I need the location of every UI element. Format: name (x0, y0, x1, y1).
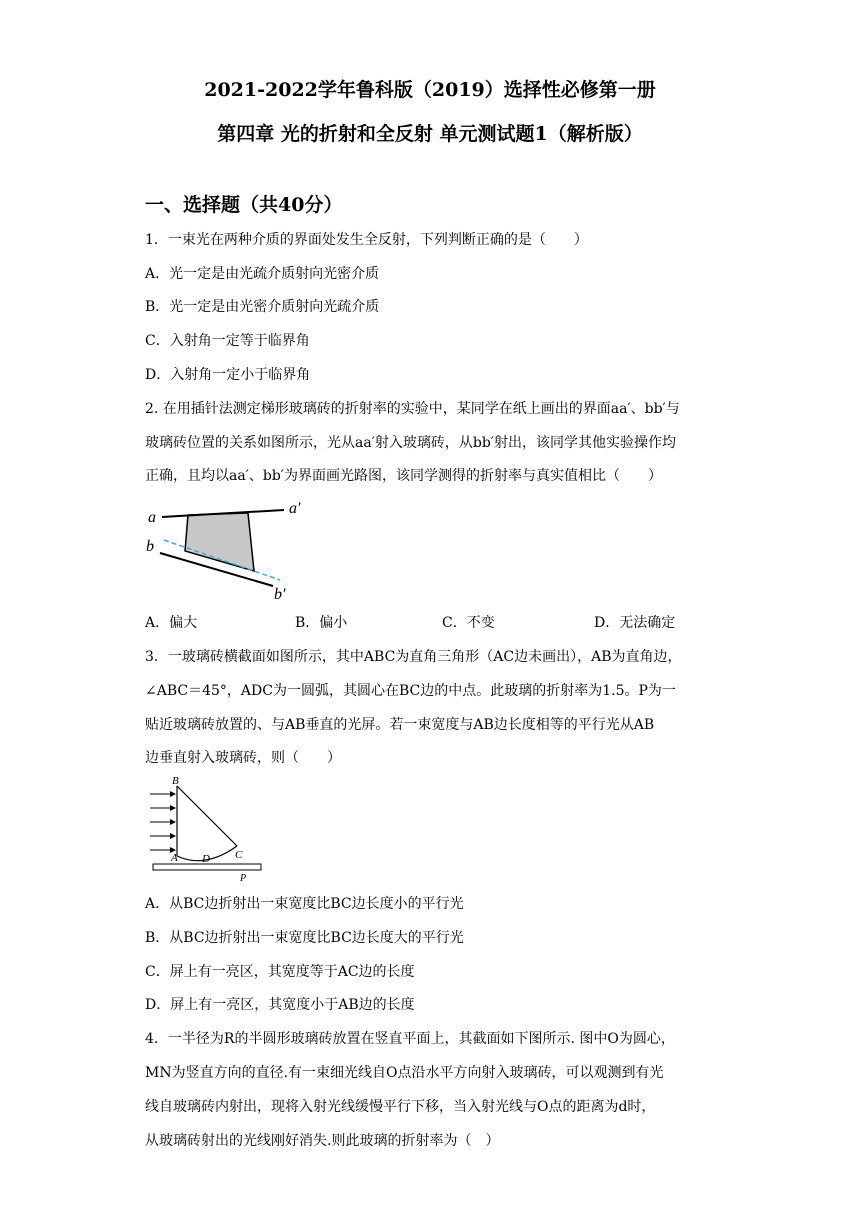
q4-stem-line4: 从玻璃砖射出的光线刚好消失.则此玻璃的折射率为（ ） (145, 1133, 500, 1149)
q2-label-b: b (146, 538, 154, 555)
q4-stem-line3: 线自玻璃砖内射出，现将入射光线缓慢平行下移，当入射光线与O点的距离为d时， (145, 1099, 656, 1115)
q1-option-a: A．光一定是由光疏介质射向光密介质 (145, 266, 380, 282)
q3-option-c: C．屏上有一亮区，其宽度等于AC边的长度 (145, 964, 415, 980)
q3-label-c: C (235, 849, 243, 861)
q2-figure (140, 495, 315, 605)
q3-label-b: B (172, 775, 179, 787)
q1-option-b: B．光一定是由光密介质射向光疏介质 (145, 299, 380, 315)
q2-option-a: A．偏大 (145, 615, 198, 631)
q3-stem-line1: 3．一玻璃砖横截面如图所示，其中ABC为直角三角形（AC边未画出），AB为直角边， (145, 649, 682, 665)
q3-stem-line2: ∠ABC＝45°，ADC为一圆弧，其圆心在BC边的中点。此玻璃的折射率为1.5。P为一 (145, 683, 676, 699)
q2-stem-line1: 2. 在用插针法测定梯形玻璃砖的折射率的实验中，某同学在纸上画出的界面aa′、bb′与 (145, 401, 680, 417)
q1-option-c: C．入射角一定等于临界角 (145, 333, 310, 349)
q2-option-c: C．不变 (442, 615, 495, 631)
q3-stem-line3: 贴近玻璃砖放置的、与AB垂直的光屏。若一束宽度与AB边长度相等的平行光从AB (145, 717, 655, 733)
document-title-line2: 第四章 光的折射和全反射 单元测试题1（解析版） (217, 123, 643, 145)
q3-edge-bc (177, 786, 237, 846)
q3-label-a: A (171, 852, 178, 864)
q3-label-d: D (202, 853, 210, 865)
q2-label-b-prime: b′ (274, 586, 286, 603)
q2-label-a-prime: a′ (289, 500, 301, 517)
q2-stem-line3: 正确，且均以aa′、bb′为界面画光路图，该同学测得的折射率与真实值相比（ ） (145, 468, 662, 484)
q3-label-p: P (240, 873, 247, 883)
document-title-line1: 2021-2022学年鲁科版（2019）选择性必修第一册 (204, 79, 656, 101)
q2-option-d: D．无法确定 (594, 615, 676, 631)
q2-option-b: B．偏小 (295, 615, 348, 631)
q3-option-b: B．从BC边折射出一束宽度比BC边长度大的平行光 (145, 930, 464, 946)
q2-label-a: a (148, 509, 156, 526)
q3-option-a: A．从BC边折射出一束宽度比BC边长度小的平行光 (145, 896, 464, 912)
q4-stem-line1: 4．一半径为R的半圆形玻璃砖放置在竖直平面上，其截面如下图所示. 图中O为圆心， (145, 1031, 675, 1047)
q3-stem-line4: 边垂直射入玻璃砖，则（ ） (145, 750, 341, 766)
section-heading: 一、选择题（共40分） (145, 194, 343, 216)
q3-option-d: D．屏上有一亮区，其宽度小于AB边的长度 (145, 997, 415, 1013)
q3-figure (145, 773, 270, 883)
q4-stem-line2: MN为竖直方向的直径.有一束细光线自O点沿水平方向射入玻璃砖，可以观测到有光 (145, 1065, 664, 1081)
q2-stem-line2: 玻璃砖位置的关系如图所示，光从aa′射入玻璃砖，从bb′射出，该同学其他实验操作均 (145, 435, 676, 451)
q1-option-d: D．入射角一定小于临界角 (145, 367, 311, 383)
q1-stem: 1．一束光在两种介质的界面处发生全反射，下列判断正确的是（ ） (145, 232, 588, 248)
